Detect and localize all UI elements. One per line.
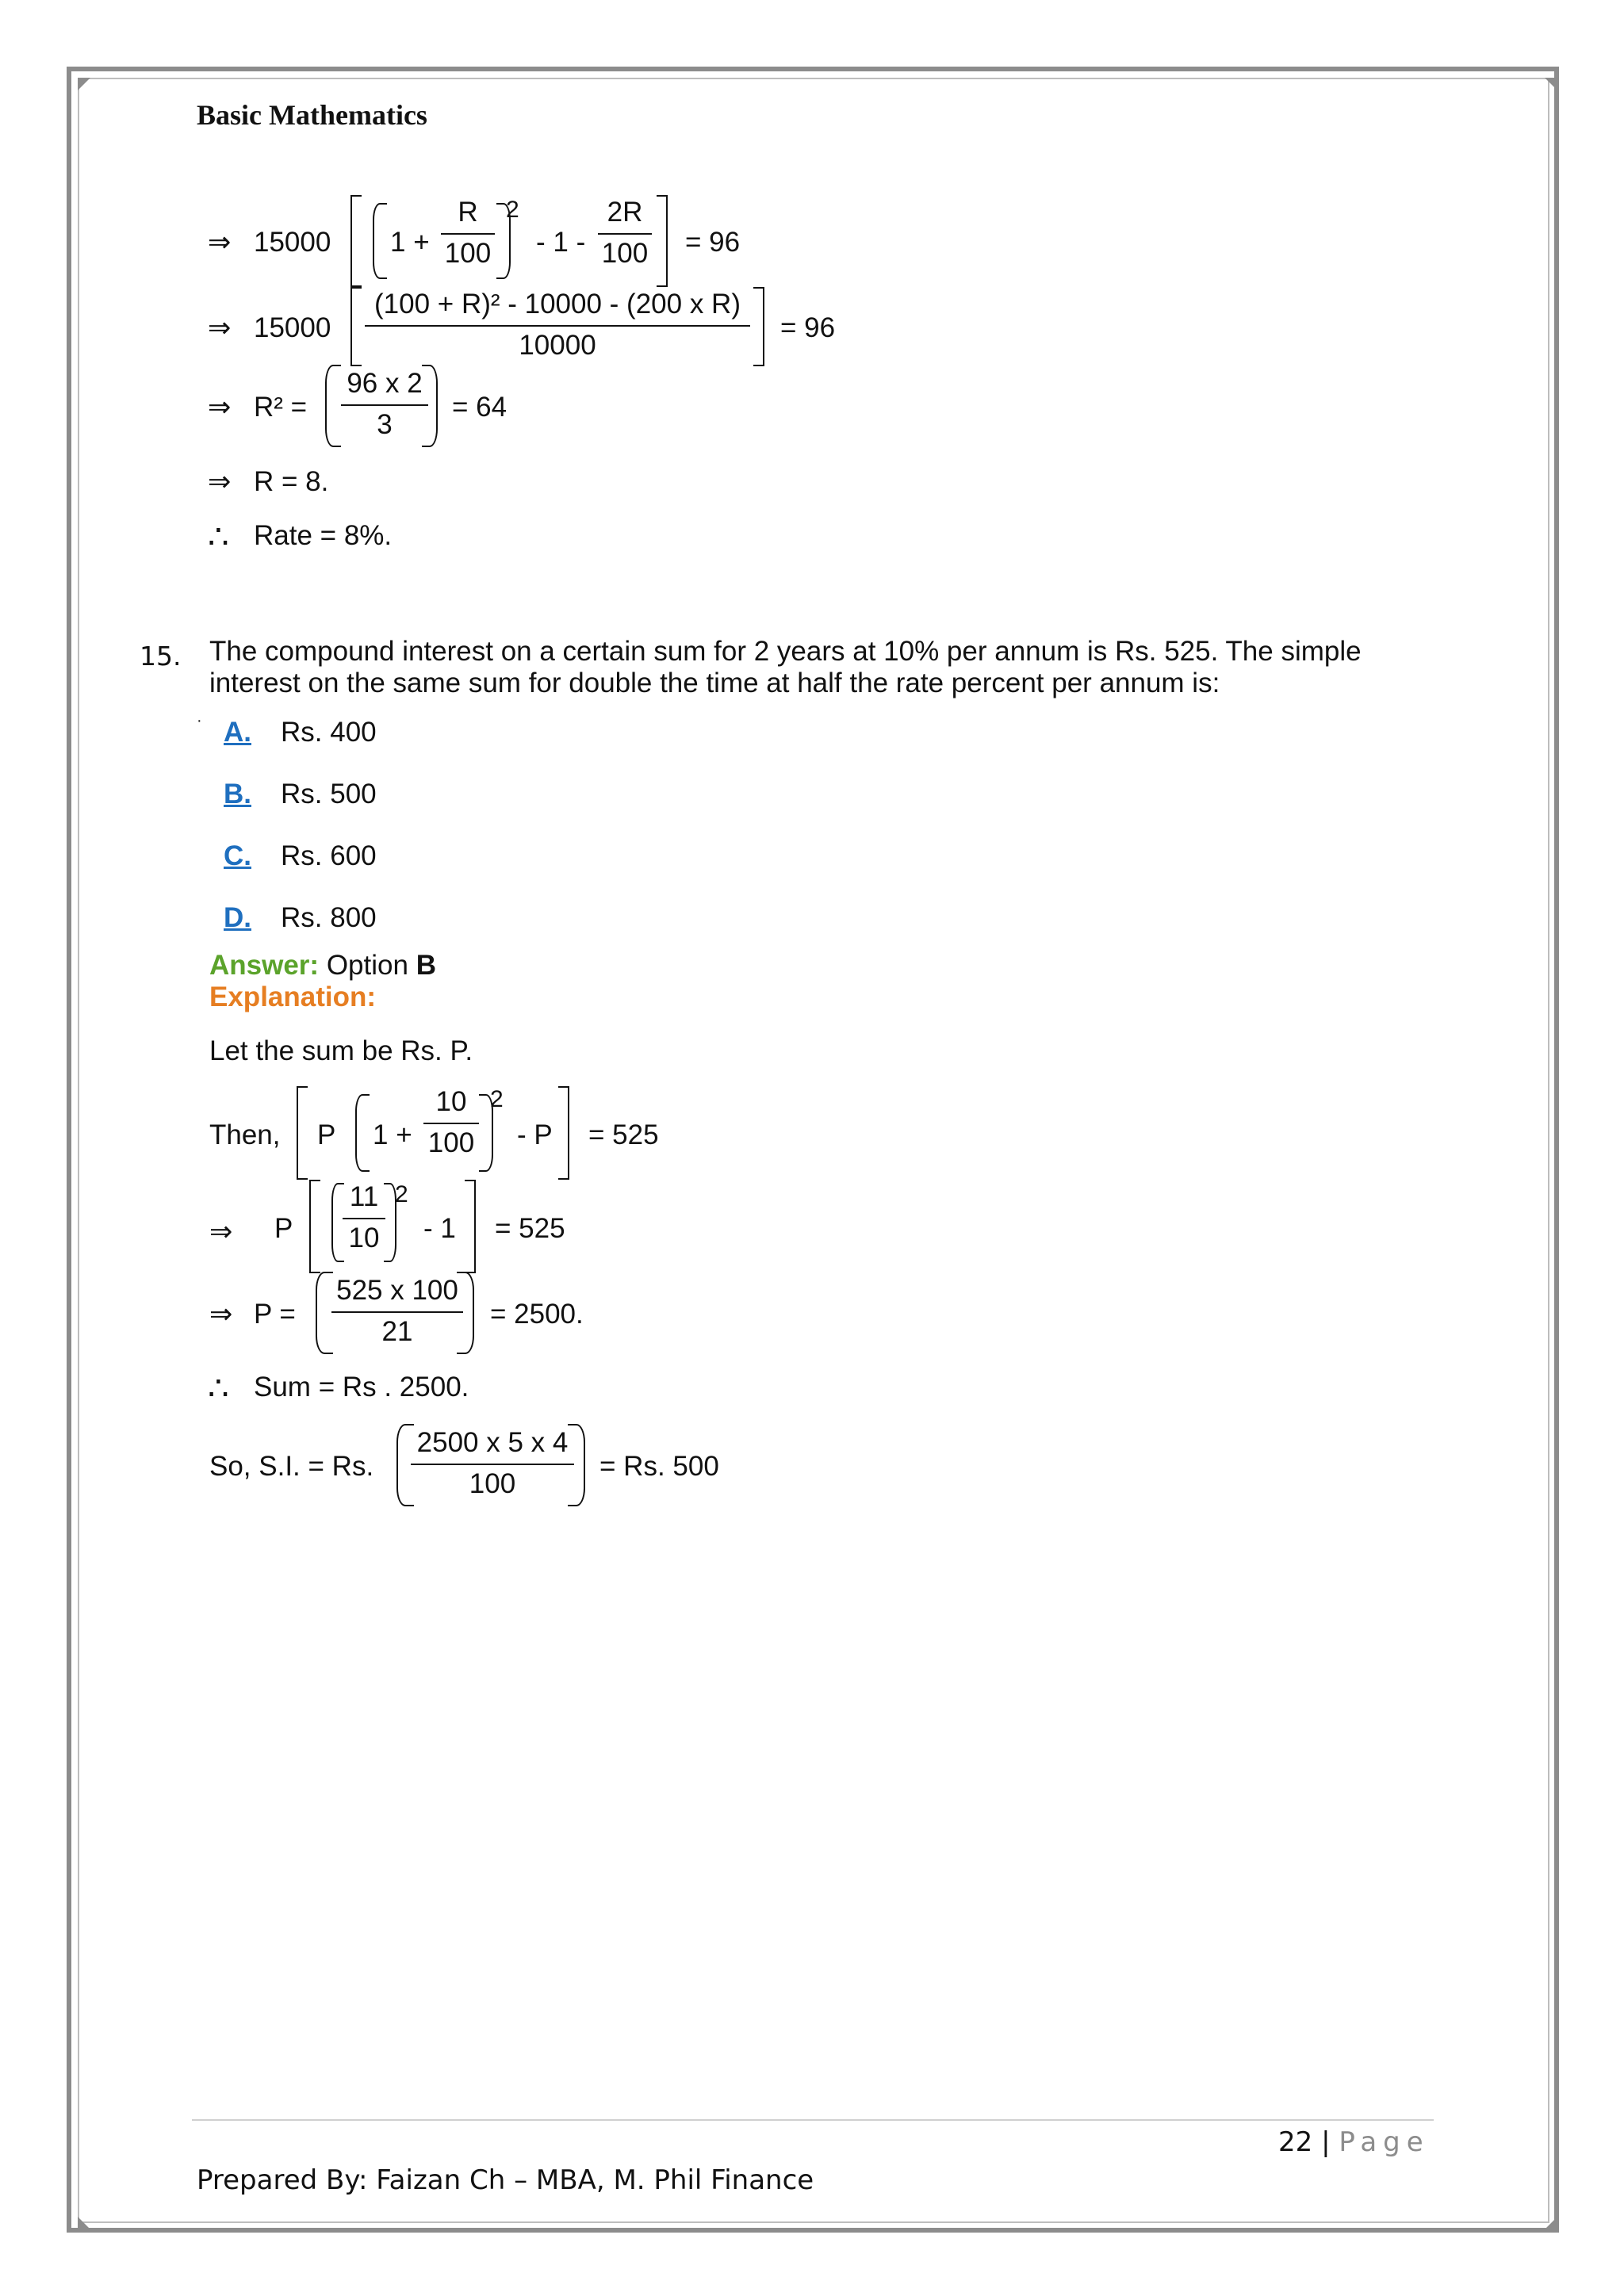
corner-ornament-bottom-right	[1545, 2217, 1557, 2229]
corner-ornament-top-right	[1545, 78, 1557, 90]
page-number	[1278, 2126, 1430, 2158]
therefore-symbol: ∴	[208, 1369, 229, 1406]
eq4-text: R = 8.	[254, 466, 329, 497]
ex2-left-paren	[355, 1094, 370, 1172]
eq1-left-paren	[373, 203, 387, 279]
option-c-text: Rs. 600	[281, 840, 377, 871]
implies-arrow: ⇒	[209, 1299, 233, 1330]
bullet-dot: ·	[197, 712, 202, 729]
ex2-fraction	[423, 1086, 479, 1159]
footer-divider	[192, 2119, 1434, 2121]
eq1-fraction-2	[598, 197, 652, 270]
fraction-denominator: 21	[381, 1316, 413, 1347]
page-number-separator: |	[1321, 2126, 1331, 2158]
option-b-text: Rs. 500	[281, 779, 377, 809]
eq5-text: Rate = 8%.	[254, 520, 393, 551]
prepared-by: Prepared By: Faizan Ch – MBA, M. Phil Finance	[197, 2164, 814, 2196]
question-number: 15.	[140, 641, 182, 672]
fraction-denominator: 10	[348, 1223, 380, 1253]
explanation-line-5: Sum = Rs . 2500.	[254, 1372, 469, 1402]
then-label: Then,	[209, 1119, 281, 1150]
implies-arrow: ⇒	[208, 466, 232, 497]
eq1-fraction-1	[441, 197, 495, 270]
explanation-line-1: Let the sum be Rs. P.	[209, 1035, 473, 1066]
implies-arrow: ⇒	[209, 1216, 233, 1247]
answer-text: Option	[326, 950, 408, 981]
corner-ornament-top-left	[78, 78, 90, 90]
ex2-left-bracket	[297, 1086, 308, 1180]
fraction-numerator: 2500 x 5 x 4	[416, 1427, 569, 1458]
therefore-symbol: ∴	[208, 518, 229, 555]
ex3-rhs: = 525	[495, 1213, 565, 1244]
fraction-bar	[365, 325, 750, 327]
ex6-lhs: So, S.I. = Rs.	[209, 1451, 374, 1482]
fraction-denominator: 100	[601, 238, 649, 269]
option-d-letter-link[interactable]: D.	[224, 902, 251, 933]
ex2-exponent: 2	[490, 1086, 504, 1112]
ex3-p: P	[274, 1213, 293, 1244]
fraction-bar	[341, 404, 428, 406]
question-text-line-1: The compound interest on a certain sum for 2 years at 10% per annum is Rs. 525. The simple	[209, 636, 1362, 667]
ex2-right-bracket	[558, 1086, 569, 1180]
ex3-exponent: 2	[395, 1181, 408, 1207]
eq3-fraction	[341, 368, 428, 441]
fraction-bar	[423, 1123, 479, 1124]
fraction-denominator: 3	[377, 409, 393, 440]
page-header-title: Basic Mathematics	[197, 99, 427, 131]
explanation-label: Explanation:	[209, 982, 377, 1012]
page-word: Page	[1339, 2126, 1430, 2158]
eq1-lhs: 15000	[254, 227, 331, 258]
eq2-lhs: 15000	[254, 312, 331, 343]
option-c-letter-link[interactable]: C.	[224, 840, 251, 871]
ex3-fraction	[343, 1181, 385, 1254]
fraction-denominator: 100	[427, 1127, 475, 1158]
fraction-numerator: R	[458, 197, 478, 228]
fraction-numerator: 10	[435, 1086, 467, 1117]
eq2-right-bracket	[753, 287, 764, 366]
eq1-exponent: 2	[506, 197, 519, 223]
eq3-rhs: = 64	[452, 392, 508, 423]
fraction-denominator: 10000	[519, 330, 596, 361]
answer-label: Answer:	[209, 950, 320, 981]
ex4-right-paren	[457, 1272, 474, 1354]
eq3-right-paren	[422, 365, 438, 447]
fraction-bar	[411, 1464, 574, 1465]
ex4-lhs: P =	[254, 1299, 296, 1330]
fraction-denominator: 100	[469, 1468, 516, 1499]
corner-ornament-bottom-left	[78, 2217, 90, 2229]
ex4-rhs: = 2500.	[490, 1299, 584, 1330]
ex2-one-plus: 1 +	[373, 1119, 412, 1150]
ex2-minus-p: - P	[517, 1119, 553, 1150]
fraction-bar	[441, 233, 495, 235]
fraction-bar	[343, 1218, 385, 1219]
eq2-rhs: = 96	[780, 312, 836, 343]
fraction-numerator: 2R	[607, 197, 643, 228]
fraction-bar	[331, 1311, 463, 1313]
ex6-rhs: = Rs. 500	[599, 1451, 719, 1482]
fraction-denominator: 100	[444, 238, 492, 269]
ex3-left-bracket	[309, 1180, 320, 1273]
implies-arrow: ⇒	[208, 227, 232, 258]
eq2-left-bracket	[350, 287, 362, 366]
answer-line	[209, 950, 436, 982]
answer-option: B	[416, 950, 436, 981]
implies-arrow: ⇒	[208, 392, 232, 423]
eq1-rhs: = 96	[685, 227, 741, 258]
question-text-line-2: interest on the same sum for double the time at half the rate percent per annum is:	[209, 668, 1220, 698]
implies-arrow: ⇒	[208, 312, 232, 343]
ex3-right-bracket	[465, 1180, 476, 1273]
option-a-text: Rs. 400	[281, 717, 377, 748]
eq1-right-bracket	[657, 195, 668, 287]
ex6-fraction	[411, 1427, 574, 1500]
ex6-right-paren	[568, 1424, 585, 1506]
fraction-bar	[598, 233, 652, 235]
option-d-text: Rs. 800	[281, 902, 377, 933]
eq3-lhs: R² =	[254, 392, 308, 423]
eq1-left-bracket	[350, 195, 362, 287]
fraction-numerator: 96 x 2	[347, 368, 423, 399]
eq3-left-paren	[325, 365, 341, 447]
ex4-fraction	[331, 1275, 463, 1348]
ex4-left-paren	[316, 1272, 333, 1354]
ex3-minus-one: - 1	[423, 1213, 456, 1244]
eq1-minus-one-minus: - 1 -	[536, 227, 586, 258]
option-a-letter-link[interactable]: A.	[224, 717, 251, 748]
ex2-p: P	[317, 1119, 336, 1150]
ex2-rhs: = 525	[588, 1119, 659, 1150]
fraction-numerator: 11	[349, 1181, 379, 1212]
eq2-fraction	[365, 289, 750, 362]
fraction-numerator: (100 + R)² - 10000 - (200 x R)	[374, 289, 741, 320]
option-b-letter-link[interactable]: B.	[224, 779, 251, 809]
page-number-value: 22	[1278, 2126, 1313, 2158]
eq1-one-plus: 1 +	[390, 227, 430, 258]
fraction-numerator: 525 x 100	[336, 1275, 458, 1306]
